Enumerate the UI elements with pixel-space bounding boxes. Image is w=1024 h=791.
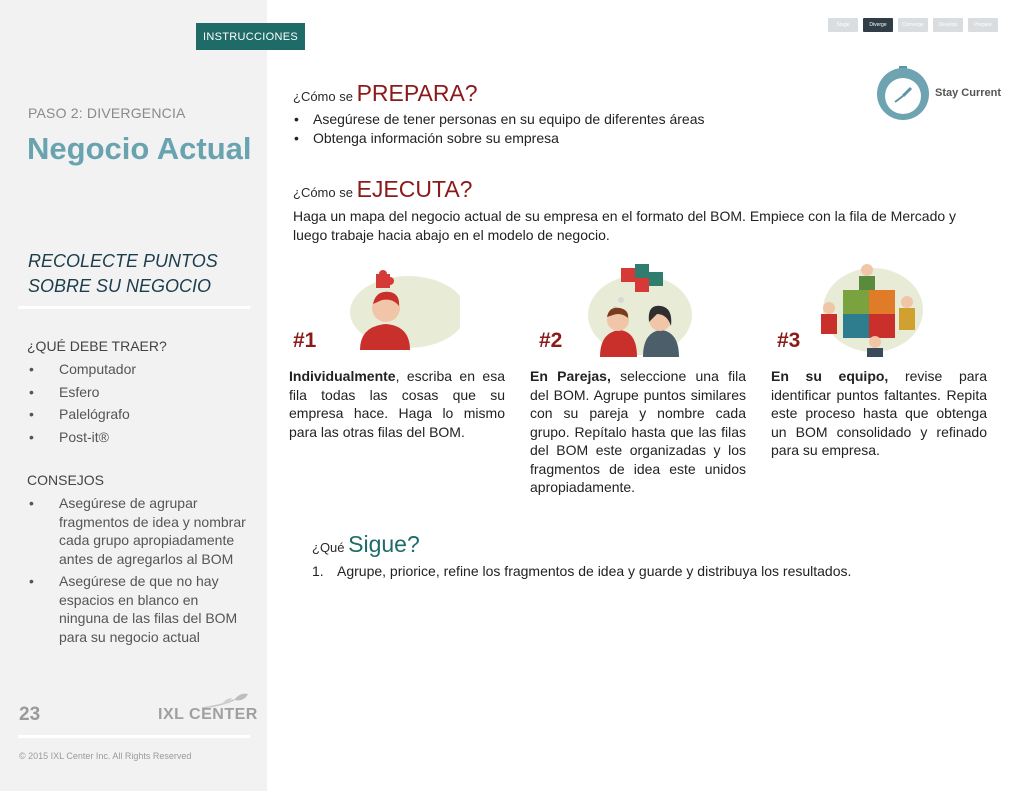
step-3-bold: En su equipo, bbox=[771, 368, 889, 384]
next-lead: ¿Qué bbox=[312, 540, 345, 555]
stage-nav bbox=[828, 18, 998, 32]
step-number-1: #1 bbox=[293, 329, 317, 352]
step-description-1 bbox=[289, 367, 505, 441]
prepare-heading bbox=[293, 80, 478, 107]
nav-diverge-button[interactable]: Diverge bbox=[863, 18, 893, 32]
collect-heading-line2: SOBRE SU NEGOCIO bbox=[28, 276, 212, 296]
step-description-2 bbox=[530, 367, 746, 497]
collect-heading bbox=[28, 249, 258, 299]
page-title: Negocio Actual bbox=[27, 131, 252, 166]
tips-heading: CONSEJOS bbox=[27, 472, 105, 488]
page-number: 23 bbox=[19, 704, 41, 725]
step-description-3 bbox=[771, 367, 987, 460]
next-list bbox=[312, 562, 851, 581]
next-heading bbox=[312, 531, 420, 558]
tips-list bbox=[27, 494, 247, 650]
next-item-number: 1. bbox=[312, 563, 324, 579]
next-item bbox=[312, 562, 851, 581]
pair-working-illustration bbox=[585, 260, 695, 357]
prepare-lead: ¿Cómo se bbox=[293, 89, 353, 104]
step-2-bold: En Parejas, bbox=[530, 368, 611, 384]
nav-converge-button[interactable]: Converge bbox=[898, 18, 928, 32]
individual-thinking-illustration bbox=[338, 268, 460, 350]
nav-prepare-button[interactable]: Prepare bbox=[968, 18, 998, 32]
next-item-text: Agrupe, priorice, refine los fragmentos de idea y guarde y distribuya los resultados. bbox=[337, 563, 852, 579]
prepare-word: PREPARA? bbox=[356, 80, 478, 106]
execute-word: EJECUTA? bbox=[356, 176, 473, 202]
step-2-text: seleccione una fila del BOM. Agrupe puntos similares con su pareja y nombre cada grupo. Repítalo hasta que las filas del BOM este organizadas y los fragmentos de idea este unidos apropiadamente. bbox=[530, 368, 747, 495]
left-sidebar bbox=[0, 0, 267, 791]
team-puzzle-illustration bbox=[815, 262, 925, 357]
prepare-item: • Obtenga información sobre su empresa bbox=[293, 129, 705, 148]
prepare-list bbox=[293, 110, 705, 148]
execute-text: Haga un mapa del negocio actual de su empresa en el formato del BOM. Empiece con la fila de Mercado y luego trabaje hacia abajo en el modelo de negocio. bbox=[293, 208, 957, 243]
sidebar-divider bbox=[18, 306, 250, 309]
bring-item: • Computador bbox=[27, 360, 247, 378]
instructions-tab[interactable]: INSTRUCCIONES bbox=[196, 23, 305, 50]
bring-item: • Post-it® bbox=[27, 428, 247, 446]
stay-current-label[interactable]: Stay Current bbox=[935, 87, 1002, 99]
execute-lead: ¿Cómo se bbox=[293, 185, 353, 200]
bring-item: • Palelógrafo bbox=[27, 405, 247, 423]
step-3-text: revise para identificar puntos faltantes. Repita este proceso hasta que obtenga un BOM consolidado y refinado para su empresa. bbox=[771, 368, 987, 458]
step-number-3: #3 bbox=[777, 329, 801, 352]
nav-stage-button[interactable]: Stage bbox=[828, 18, 858, 32]
next-word: Sigue? bbox=[348, 531, 420, 557]
nav-develop-button[interactable]: Develop bbox=[933, 18, 963, 32]
step-1-bold: Individualmente bbox=[289, 368, 396, 384]
prepare-item: • Asegúrese de tener personas en su equipo de diferentes áreas bbox=[293, 110, 705, 129]
bring-list bbox=[27, 360, 247, 450]
tip-item: • Asegúrese de que no hay espacios en blanco en ninguna de las filas del BOM para su negocio actual bbox=[27, 572, 247, 646]
copyright: © 2015 IXL Center Inc. All Rights Reserved bbox=[19, 751, 192, 761]
step-label: PASO 2: DIVERGENCIA bbox=[28, 105, 186, 121]
bring-item: • Esfero bbox=[27, 383, 247, 401]
sidebar-footer-divider bbox=[18, 735, 250, 738]
step-number-2: #2 bbox=[539, 329, 563, 352]
execute-heading bbox=[293, 176, 472, 203]
tip-item: • Asegúrese de agrupar fragmentos de idea y nombrar cada grupo apropiadamente antes de agregarlos al BOM bbox=[27, 494, 247, 568]
bring-heading: ¿QUÉ DEBE TRAER? bbox=[27, 338, 167, 354]
brand-logo: IXL CENTER bbox=[158, 706, 258, 723]
step-1-text: , escriba en esa fila todas las cosas que su empresa hace. Haga lo mismo para las otras filas del BOM. bbox=[289, 368, 505, 440]
collect-heading-line1: RECOLECTE PUNTOS bbox=[28, 251, 218, 271]
